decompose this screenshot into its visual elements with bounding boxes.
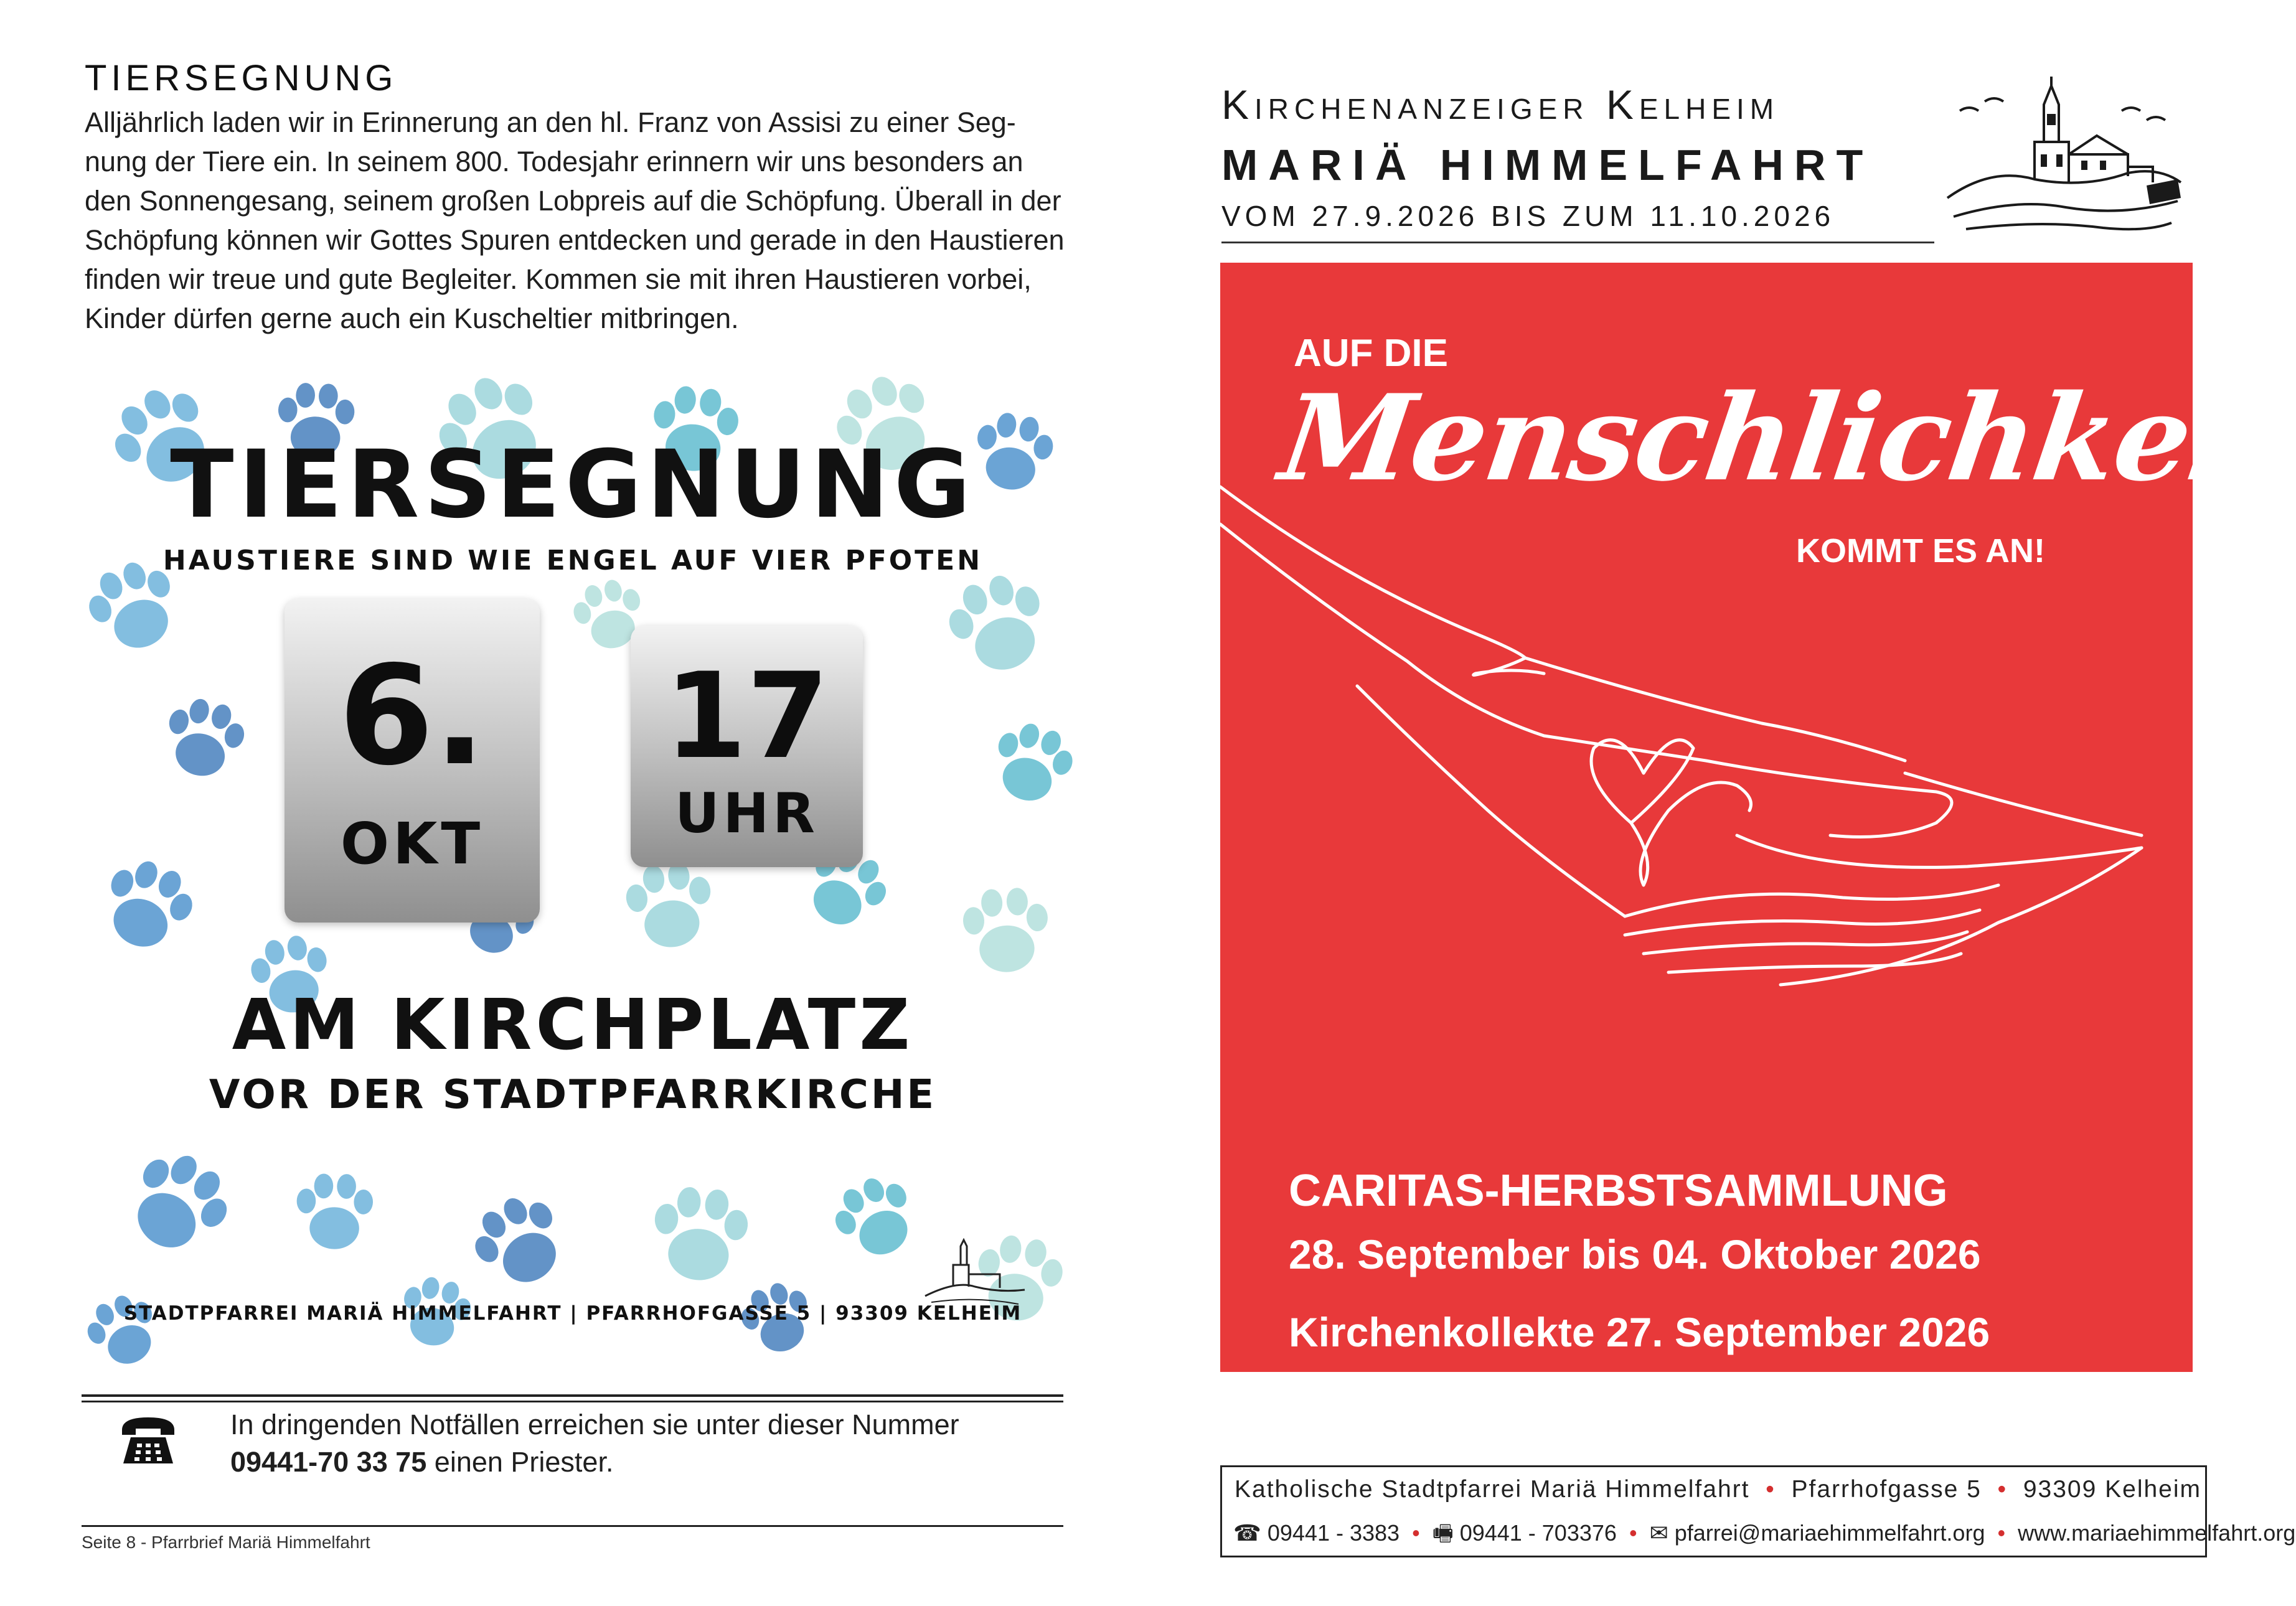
caritas-poster bbox=[1220, 263, 2296, 1372]
contact-address bbox=[1235, 1476, 2201, 1503]
contact-street: Pfarrhofgasse 5 bbox=[1791, 1476, 1982, 1503]
paw-print-icon bbox=[78, 838, 215, 975]
contact-web[interactable]: www.mariaehimmelfahrt.org bbox=[2018, 1520, 2296, 1546]
paw-print-icon bbox=[286, 1165, 383, 1262]
divider bbox=[82, 1525, 1063, 1527]
intro-line: finden wir treue und gute Begleiter. Kommen sie mit ihren Haustieren vorbei, bbox=[85, 263, 1032, 295]
intro-line: Kinder dürfen gerne auch ein Kuscheltier mitbringen. bbox=[85, 303, 739, 334]
divider bbox=[82, 1401, 1063, 1402]
poster-location: AM KIRCHPLATZ bbox=[232, 985, 914, 1066]
separator-dot-icon: • bbox=[1989, 1476, 2015, 1503]
intro-paragraph bbox=[85, 103, 1068, 338]
paw-print-icon bbox=[68, 1276, 180, 1388]
caritas-kommt-es-an: KOMMT ES AN! bbox=[1796, 532, 2045, 570]
mail-icon: ✉ bbox=[1649, 1520, 1668, 1546]
event-time-unit: UHR bbox=[675, 781, 819, 845]
church-sketch-icon bbox=[1941, 73, 2184, 242]
section-title: TIERSEGNUNG bbox=[85, 58, 398, 98]
separator-dot-icon: • bbox=[1757, 1476, 1784, 1503]
tiersegnung-poster bbox=[82, 369, 1064, 1343]
divider bbox=[1221, 242, 1934, 243]
event-time: 17 bbox=[664, 647, 829, 785]
emergency-suffix: einen Priester. bbox=[426, 1446, 614, 1478]
contact-phone[interactable]: 09441 - 3383 bbox=[1267, 1520, 1400, 1546]
contact-details bbox=[1233, 1517, 2295, 1555]
header-date-range: VOM 27.9.2026 BIS ZUM 11.10.2026 bbox=[1221, 200, 1835, 232]
divider bbox=[82, 1394, 1063, 1397]
event-day: 6. bbox=[338, 636, 486, 796]
intro-line: den Sonnengesang, seinem großen Lobpreis auf die Schöpfung. Überall in der bbox=[85, 185, 1061, 217]
hands-heart-illustration bbox=[1220, 487, 2193, 1109]
date-box bbox=[285, 599, 540, 923]
paw-print-icon bbox=[972, 705, 1092, 825]
paw-print-icon bbox=[146, 682, 261, 797]
emergency-number: 09441-70 33 75 bbox=[230, 1446, 427, 1478]
contact-email[interactable]: pfarrei@mariaehimmelfahrt.org bbox=[1674, 1520, 1985, 1546]
contact-parish: Katholische Stadtpfarrei Mariä Himmelfahrt bbox=[1235, 1476, 1750, 1503]
page-footer: Seite 8 - Pfarrbrief Mariä Himmelfahrt bbox=[82, 1533, 370, 1552]
contact-box bbox=[1220, 1465, 2296, 1557]
separator-dot-icon: • bbox=[1622, 1520, 1644, 1546]
intro-line: nung der Tiere ein. In seinem 800. Todesjahr erinnern wir uns besonders an bbox=[85, 146, 1023, 177]
header-parish: MARIÄ HIMMELFAHRT bbox=[1221, 141, 1874, 189]
paw-print-icon bbox=[637, 1173, 763, 1299]
poster-tagline: HAUSTIERE SIND WIE ENGEL AUF VIER PFOTEN bbox=[162, 545, 983, 576]
contact-fax: 09441 - 703376 bbox=[1459, 1520, 1617, 1546]
paw-print-icon bbox=[951, 876, 1062, 988]
caritas-auf-die: AUF DIE bbox=[1294, 332, 1448, 375]
header-title: Kirchenanzeiger Kelheim bbox=[1221, 82, 1780, 128]
church-mini-icon bbox=[919, 1237, 1031, 1312]
separator-dot-icon: • bbox=[1406, 1520, 1426, 1546]
poster-footer: STADTPFARREI MARIÄ HIMMELFAHRT | PFARRHOFGASSE 5 | 93309 KELHEIM bbox=[123, 1302, 1022, 1325]
caritas-script-word: Menschlichkeit bbox=[1273, 369, 2296, 507]
separator-dot-icon: • bbox=[1991, 1520, 2012, 1546]
contact-city: 93309 Kelheim bbox=[2023, 1476, 2202, 1503]
fax-icon: 🖷 bbox=[1432, 1520, 1454, 1546]
time-box bbox=[631, 626, 863, 867]
caritas-dates: 28. September bis 04. Oktober 2026 bbox=[1289, 1231, 1981, 1277]
caritas-collection-title: CARITAS-HERBSTSAMMLUNG bbox=[1289, 1166, 1948, 1216]
poster-sublocation: VOR DER STADTPFARRKIRCHE bbox=[209, 1072, 937, 1118]
phone-icon: ☎ bbox=[1233, 1520, 1261, 1546]
event-month: OKT bbox=[340, 810, 484, 877]
emergency-text: In dringenden Notfällen erreichen sie unter dieser Nummer bbox=[230, 1409, 959, 1440]
caritas-kollekte: Kirchenkollekte 27. September 2026 bbox=[1289, 1309, 1990, 1355]
emergency-number-line bbox=[230, 1446, 613, 1478]
intro-line: Schöpfung können wir Gottes Spuren entdecken und gerade in den Haustieren bbox=[85, 224, 1065, 256]
paw-print-icon bbox=[96, 1124, 258, 1286]
intro-line: Alljährlich laden wir in Erinnerung an den hl. Franz von Assisi zu einer Seg- bbox=[85, 106, 1016, 138]
telephone-icon bbox=[117, 1411, 179, 1467]
poster-title: TIERSEGNUNG bbox=[170, 431, 976, 539]
